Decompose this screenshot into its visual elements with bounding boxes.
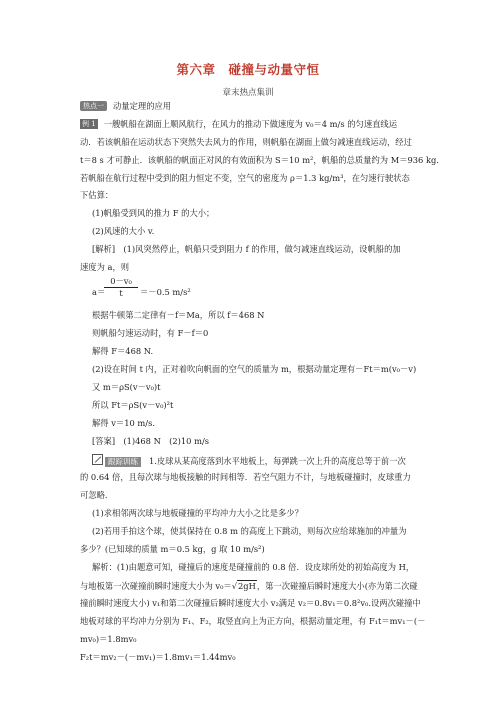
frac-prefix: a＝ xyxy=(92,287,106,297)
text-line: (2)风速的大小 v. xyxy=(92,226,155,236)
text-line: 解得 v＝10 m/s. xyxy=(92,418,155,428)
text-line: 下估算： xyxy=(80,190,114,200)
training-tag: 跟踪训练 xyxy=(105,457,141,467)
text-line: 一艘帆船在湖面上顺风航行，在风力的推动下做速度为 v₀＝4 m/s 的匀速直线运 xyxy=(103,119,398,129)
text-line: (2)若用手拍这个球，使其保持在 0.8 m 的高度上下跳动，则每次应给球施加的冲量为 xyxy=(92,526,407,536)
text-line: 1.皮球从某高度落到水平地板上，每弹跳一次上升的高度总等于前一次 xyxy=(149,456,406,466)
text-line: 可忽略． xyxy=(80,490,114,500)
hotspot-heading xyxy=(80,101,171,112)
example-line-0 xyxy=(80,119,397,130)
solution-line: 解析：(1)由题意可知，碰撞后的速度是碰撞前的 0.8 倍．设皮球所处的初始高度为 H， xyxy=(92,562,415,572)
text-line: ，第一次碰撞后瞬时速度大小(亦为第二次碰 xyxy=(256,581,418,591)
example-tag: 例 1 xyxy=(82,120,96,128)
pencil-icon xyxy=(92,454,103,465)
training-line-0 xyxy=(92,454,406,467)
text-line: (1)求相邻两次球与地板碰撞的平均冲力大小之比是多少？ xyxy=(92,508,303,518)
sqrt-line xyxy=(80,580,418,592)
text-line: 所以 Ft＝ρS(v－v₀)²t xyxy=(92,400,174,410)
sqrt-sign: √ xyxy=(231,581,237,591)
text-line: 则帆船匀速运动时，有 F－f＝0 xyxy=(92,328,209,338)
text-line: 解得 F＝468 N. xyxy=(92,346,154,356)
hotspot-tag: 热点一 xyxy=(80,101,107,111)
fraction xyxy=(104,275,138,301)
text-line: 与地板第一次碰撞前瞬时速度大小为 v₀＝ xyxy=(80,581,232,591)
text-line: 多少？(已知球的质量 m＝0.5 kg，g 取 10 m/s²) xyxy=(80,544,265,554)
analysis-line: [解析] (1)风突然停止，帆船只受到阻力 f 的作用，做匀减速直线运动，设帆船的加 xyxy=(92,244,401,254)
text-line: (2)设在时间 t 内，正对着吹向帆面的空气的质量为 m，根据动量定理有－Ft＝m(v₀－v) xyxy=(92,364,417,374)
fraction-numerator: 0－v₀ xyxy=(110,276,132,286)
text-line: mv₀)＝1.8mv₀ xyxy=(80,634,137,644)
text-line: 根据牛顿第二定律有－f＝Ma，所以 f＝468 N xyxy=(92,310,265,320)
text-line: 若帆船在航行过程中受到的阻力恒定不变，空气的密度为 ρ＝1.3 kg/m³，在匀速行驶状态 xyxy=(80,173,410,183)
text-line: t＝8 s 才可静止．该帆船的帆面正对风的有效面积为 S＝10 m²，帆船的总质量约为 M＝936 kg. xyxy=(80,155,439,165)
text-line: 撞前瞬时速度大小) v₁和第二次碰撞后瞬时速度大小 v₂满足 v₂＝0.8v₁＝0.8²v₀.设两次碰撞中 xyxy=(80,598,421,608)
text-line: (1)帆船受到风的推力 F 的大小； xyxy=(92,208,215,218)
chapter-subtitle: 章末热点集训 xyxy=(222,88,274,98)
text-line: 动．若该帆船在运动状态下突然失去风力的作用，则帆船在湖面上做匀减速直线运动，经过 xyxy=(80,137,412,147)
hotspot-title: 动量定理的应用 xyxy=(113,101,172,111)
sqrt-content: 2gH xyxy=(238,581,256,591)
text-line: F₂t＝mv₂－(－mv₁)＝1.8mv₁＝1.44mv₀ xyxy=(80,652,236,662)
fraction-denominator: t xyxy=(119,288,123,298)
text-line: 地板对球的平均冲力分别为 F₁、F₂，取竖直向上为正方向，根据动量定理，有 F₁t＝mv₁－(－ xyxy=(80,616,426,626)
text-line: 又 m＝ρS(v－v₀)t xyxy=(92,382,161,392)
text-line: 的 0.64 倍，且每次球与地板接触的时间相等．若空气阻力不计，与地板碰撞时，皮球重力 xyxy=(80,472,411,482)
chapter-title: 第六章 碰撞与动量守恒 xyxy=(176,62,320,77)
text-line: 速度为 a，则 xyxy=(80,262,130,272)
text-line: ＝－0.5 m/s² xyxy=(140,287,191,297)
answer-line: [答案] (1)468 N (2)10 m/s xyxy=(92,436,210,446)
